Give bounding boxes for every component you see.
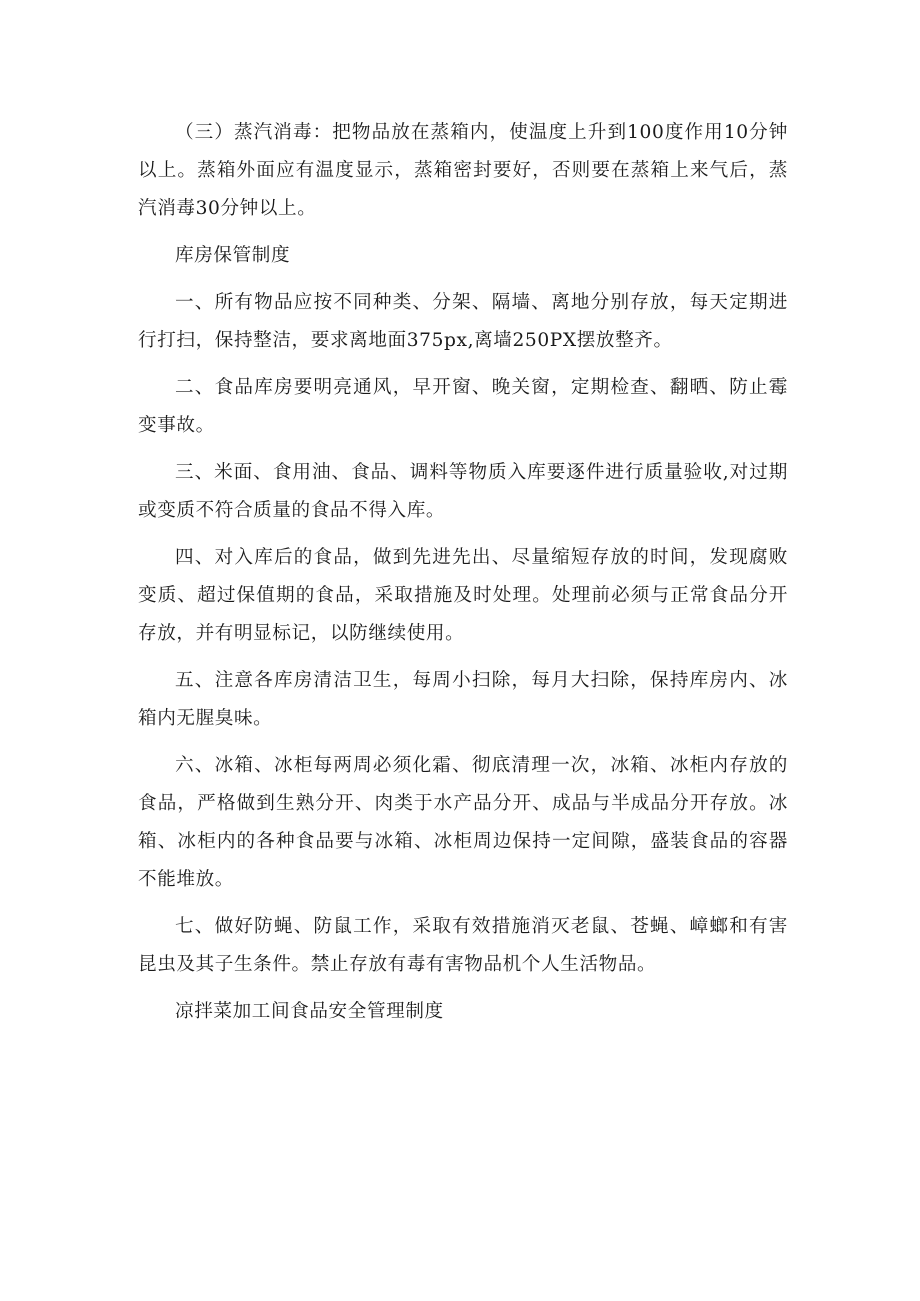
paragraph-rule-5: 五、注意各库房清洁卫生，每周小扫除，每月大扫除，保持库房内、冰箱内无腥臭味。 bbox=[138, 670, 788, 729]
section-heading-warehouse: 库房保管制度 bbox=[175, 245, 291, 266]
section-heading-cold-dish: 凉拌菜加工间食品安全管理制度 bbox=[175, 1001, 444, 1022]
paragraph-rule-3: 三、米面、食用油、食品、调料等物质入库要逐件进行质量验收,对过期或变质不符合质量的食品不得入库。 bbox=[138, 462, 788, 521]
paragraph-rule-7: 七、做好防蝇、防鼠工作，采取有效措施消灭老鼠、苍蝇、嶂螂和有害昆虫及其子生条件。禁止存放有毒有害物品机个人生活物品。 bbox=[138, 916, 788, 975]
paragraph-steam-disinfection: （三）蒸汽消毒：把物品放在蒸箱内，使温度上升到100度作用10分钟以上。蒸箱外面应有温度显示，蒸箱密封要好，否则要在蒸箱上来气后，蒸汽消毒30分钟以上。 bbox=[138, 122, 788, 219]
paragraph-rule-4: 四、对入库后的食品，做到先进先出、尽量缩短存放的时间，发现腐败变质、超过保值期的食品，采取措施及时处理。处理前必须与正常食品分开存放，并有明显标记，以防继续使用。 bbox=[138, 547, 788, 644]
paragraph-rule-6: 六、冰箱、冰柜每两周必须化霜、彻底清理一次，冰箱、冰柜内存放的食品，严格做到生熟分开、肉类于水产品分开、成品与半成品分开存放。冰箱、冰柜内的各种食品要与冰箱、冰柜周边保持一定间隙，盛装食品的容器不能堆放。 bbox=[138, 755, 788, 890]
paragraph-rule-1: 一、所有物品应按不同种类、分架、隔墙、离地分别存放，每天定期进行打扫，保持整洁，要求离地面375px,离墙250PX摆放整齐。 bbox=[138, 292, 788, 351]
paragraph-rule-2: 二、食品库房要明亮通风，早开窗、晚关窗，定期检查、翻晒、防止霉变事故。 bbox=[138, 377, 788, 436]
document-body bbox=[138, 114, 788, 1031]
